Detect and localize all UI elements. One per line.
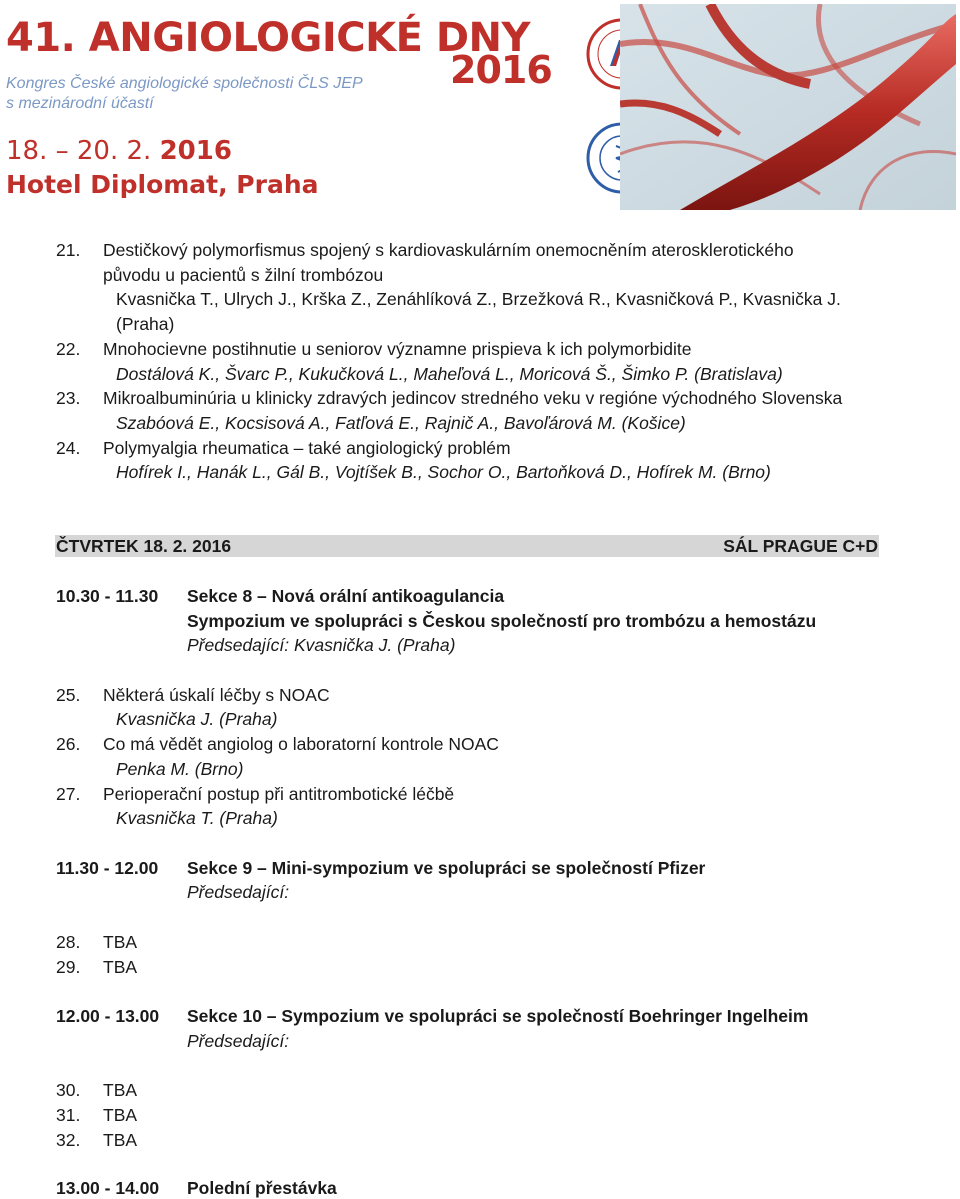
item-authors: Kvasnička T. (Praha) bbox=[116, 808, 278, 828]
item-title: TBA bbox=[103, 1130, 138, 1150]
section-chair: Předsedající: bbox=[187, 1031, 290, 1051]
section-subtitle: Sympozium ve spolupráci s Českou společností pro trombózu a hemostázu bbox=[187, 611, 817, 631]
day-label: ČTVRTEK 18. 2. 2016 bbox=[56, 536, 232, 556]
section-time: 11.30 - 12.00 bbox=[56, 858, 159, 878]
item-number: 21. bbox=[56, 240, 81, 260]
blood-vessels-image bbox=[620, 4, 956, 210]
item-number: 25. bbox=[56, 685, 81, 705]
title-year: 2016 bbox=[450, 48, 552, 92]
item-title: TBA bbox=[103, 932, 138, 952]
item-title: Polymyalgia rheumatica – také angiologický problém bbox=[103, 438, 511, 458]
item-authors: Kvasnička J. (Praha) bbox=[116, 709, 278, 729]
item-number: 28. bbox=[56, 932, 81, 952]
section-time: 13.00 - 14.00 bbox=[56, 1178, 160, 1198]
item-number: 29. bbox=[56, 957, 81, 977]
section-chair: Předsedající: bbox=[187, 882, 290, 902]
item-number: 31. bbox=[56, 1105, 81, 1125]
item-authors: Kvasnička T., Ulrych J., Krška Z., Zenáhlíková Z., Brzežková R., Kvasničková P., Kvasnička J. bbox=[116, 289, 841, 309]
item-title: Perioperační postup při antitrombotické léčbě bbox=[103, 784, 455, 804]
item-title: Mikroalbuminúria u klinicky zdravých jedincov stredného veku v regióne východného Slovenska bbox=[103, 388, 843, 408]
item-title: TBA bbox=[103, 1080, 138, 1100]
section-title: Sekce 8 – Nová orální antikoagulancia bbox=[187, 586, 505, 606]
item-title: Mnohocievne postihnutie u seniorov významne prispieva k ich polymorbidite bbox=[103, 339, 692, 359]
congress-venue: Hotel Diplomat, Praha bbox=[6, 170, 319, 199]
section-title: Polední přestávka bbox=[187, 1178, 337, 1198]
item-authors: (Praha) bbox=[116, 314, 175, 334]
item-number: 32. bbox=[56, 1130, 81, 1150]
title-words: ANGIOLOGICKÉ DNY bbox=[88, 15, 530, 61]
item-number: 23. bbox=[56, 388, 81, 408]
title-number: 41. bbox=[6, 15, 76, 61]
item-number: 26. bbox=[56, 734, 81, 754]
item-authors: Dostálová K., Švarc P., Kukučková L., Maheľová L., Moricová Š., Šimko P. (Bratislava) bbox=[116, 364, 783, 384]
item-number: 30. bbox=[56, 1080, 81, 1100]
page-header bbox=[0, 0, 960, 212]
congress-dates bbox=[6, 136, 232, 166]
dates-year: 2016 bbox=[159, 136, 232, 166]
item-authors: Hofírek I., Hanák L., Gál B., Vojtíšek B., Sochor O., Bartoňková D., Hofírek M. (Brno) bbox=[116, 462, 771, 482]
item-title: Některá úskalí léčby s NOAC bbox=[103, 685, 330, 705]
item-number: 22. bbox=[56, 339, 81, 359]
congress-subtitle bbox=[6, 74, 363, 114]
item-number: 27. bbox=[56, 784, 81, 804]
subtitle-line-2: s mezinárodní účastí bbox=[6, 95, 154, 112]
subtitle-line-1: Kongres České angiologické společnosti ČLS JEP bbox=[6, 75, 363, 92]
room-label: SÁL PRAGUE C+D bbox=[723, 536, 878, 556]
item-title: Co má vědět angiolog o laboratorní kontrole NOAC bbox=[103, 734, 499, 754]
section-time: 10.30 - 11.30 bbox=[56, 586, 159, 606]
item-title: TBA bbox=[103, 1105, 138, 1125]
dates-range: 18. – 20. 2. bbox=[6, 136, 160, 166]
item-authors: Penka M. (Brno) bbox=[116, 759, 244, 779]
section-title: Sekce 10 – Sympozium ve spolupráci se společností Boehringer Ingelheim bbox=[187, 1006, 809, 1026]
item-number: 24. bbox=[56, 438, 81, 458]
section-chair: Předsedající: Kvasnička J. (Praha) bbox=[187, 635, 456, 655]
item-title: původu u pacientů s žilní trombózou bbox=[103, 265, 384, 285]
item-title: Destičkový polymorfismus spojený s kardiovaskulárním onemocněním aterosklerotického bbox=[103, 240, 794, 260]
section-title: Sekce 9 – Mini-sympozium ve spolupráci se společností Pfizer bbox=[187, 858, 706, 878]
item-authors: Szabóová E., Kocsisová A., Fatľová E., Rajnič A., Bavoľárová M. (Košice) bbox=[116, 413, 686, 433]
item-title: TBA bbox=[103, 957, 138, 977]
section-time: 12.00 - 13.00 bbox=[56, 1006, 160, 1026]
day-header-bar bbox=[55, 535, 879, 557]
